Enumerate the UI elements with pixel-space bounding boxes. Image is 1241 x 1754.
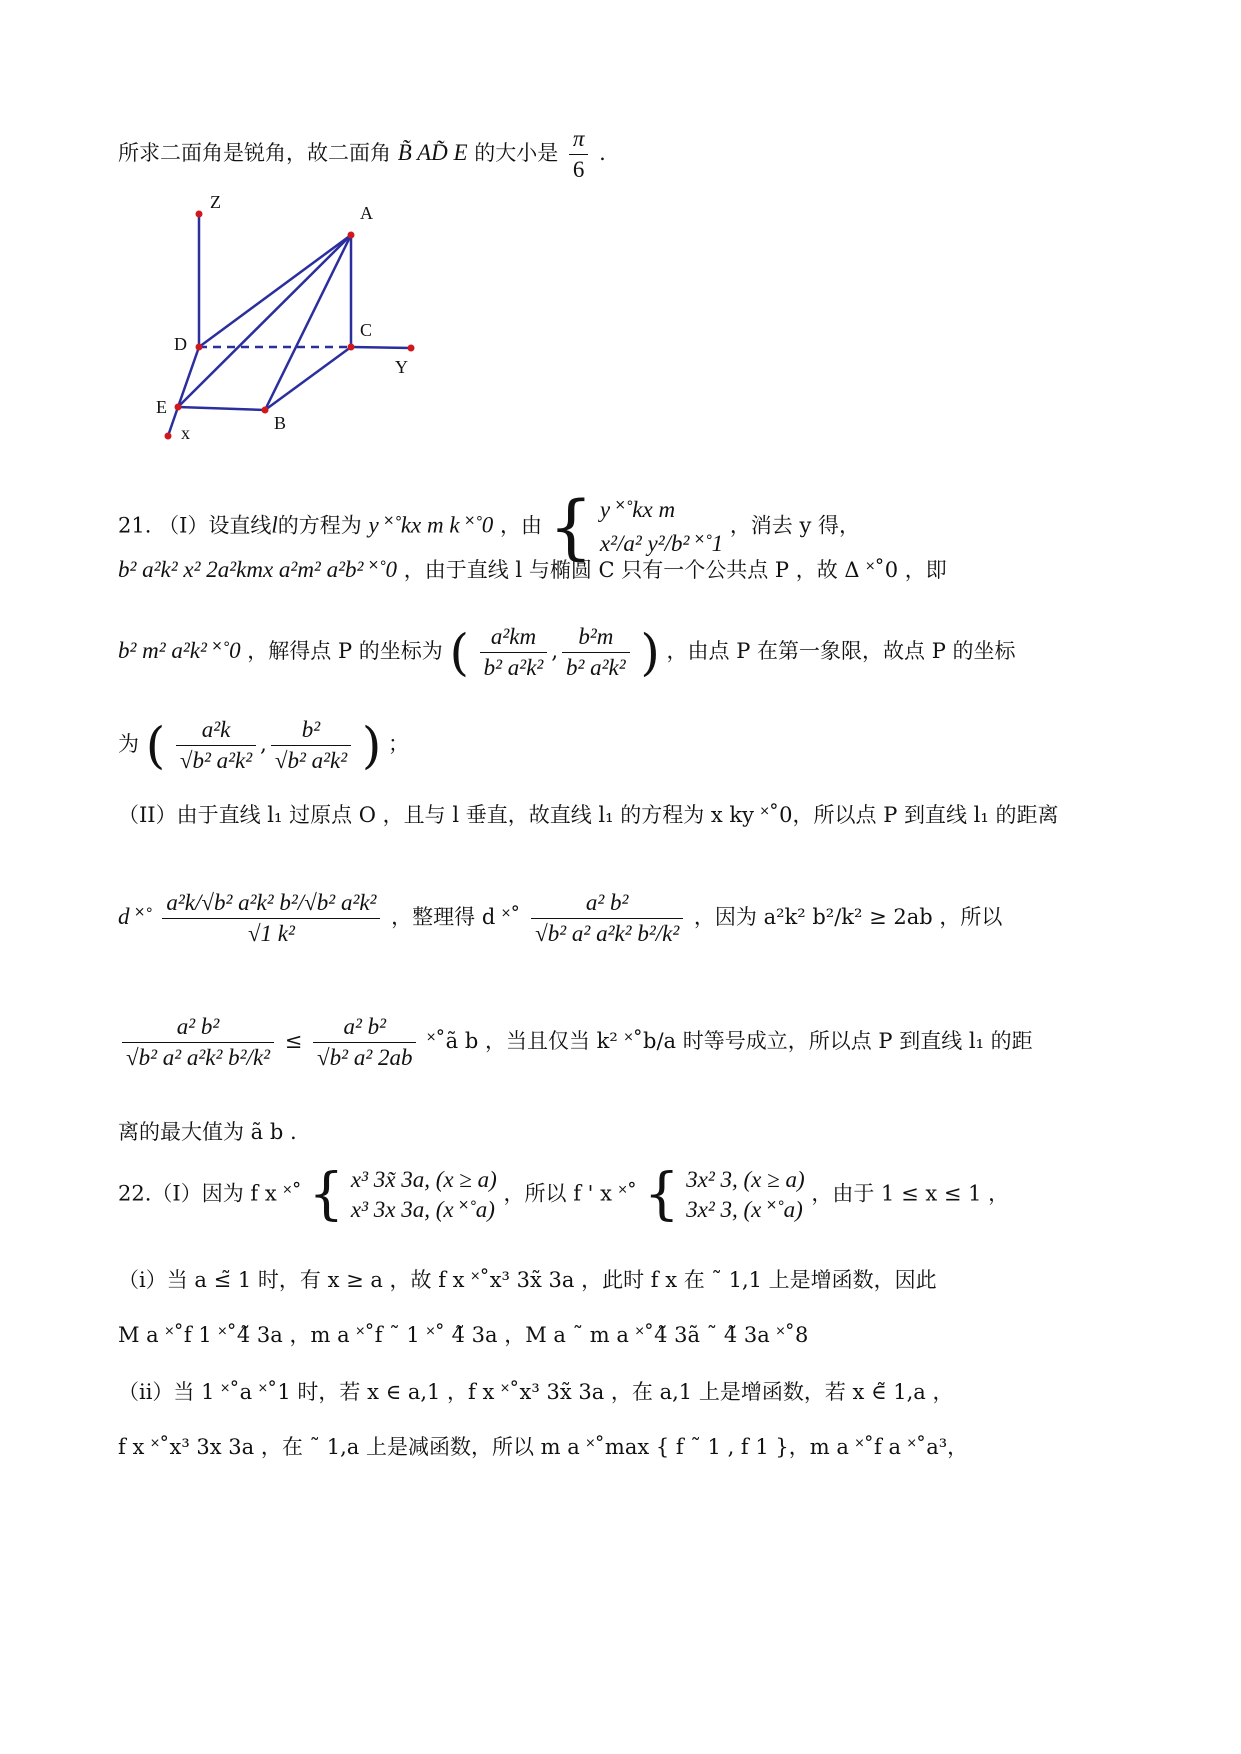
- text: .: [599, 141, 606, 165]
- text: 的方程为: [277, 513, 362, 538]
- line-6: [118, 800, 1059, 830]
- text: ，解得点 P 的坐标为: [247, 639, 443, 663]
- line-8: [118, 1012, 1033, 1073]
- le: ≤: [284, 1029, 303, 1053]
- fraction: $\frac{\text{a² b²}}{\text{√b² a² 2ab}}$: [313, 1012, 416, 1073]
- point-z: [196, 211, 203, 218]
- text: ，因为 a²k² b²/k² ≥ 2ab ，所以: [693, 905, 1003, 929]
- line-12: [118, 1320, 808, 1350]
- text: 的大小是: [474, 141, 559, 165]
- line-7: [118, 888, 1002, 949]
- label-y: Y: [395, 357, 408, 377]
- text: ，由于 1 ≤ x ≤ 1 ，: [811, 1181, 1010, 1206]
- text: 22.（I）因为 f x ˟˚: [118, 1181, 302, 1206]
- label-c: C: [360, 320, 373, 340]
- brace: {: [308, 1162, 345, 1227]
- fraction: $\frac{\text{b²}}{\text{√b² a²k²}}$: [271, 715, 351, 776]
- label-e: E: [156, 397, 167, 417]
- edge-eb: [178, 407, 265, 410]
- equation-system: 3x² 3, (x ≥ a) 3x² 3, (x ˟˚a): [686, 1167, 805, 1222]
- point-c: [348, 344, 355, 351]
- text: 所求二面角是锐角，故二面角: [118, 141, 391, 165]
- text: M a ˟˚f 1 ˟˚4̃ 3a ，m a ˟˚f ˜ 1 ˟˚ 4̃ 3a ，M a ˜ m a ˟˚4̃ 3ã ˜ 4̃ 3a ˟˚8: [118, 1323, 809, 1347]
- text: （ii）当 1 ˟˚a ˟˚1 时，若 x ∈ a,1 ，f x ˟˚x³ 3x̃ 3a ，在 a,1 上是增函数，若 x ∈̃ 1,a ，: [118, 1380, 954, 1404]
- fraction: $\frac{\text{a² b²}}{\text{√b² a² a²k² b²/k²}}$: [531, 888, 683, 949]
- text: ˟˚ã b ，当且仅当 k² ˟˚b/a 时等号成立，所以点 P 到直线 l₁ 的距: [427, 1029, 1033, 1053]
- math: b² m² a²k² ˟˚0: [118, 638, 241, 663]
- math: B̃ AD̃ E: [397, 140, 468, 165]
- point-e: [175, 404, 182, 411]
- point-x: [165, 433, 172, 440]
- edge-cy: [351, 347, 411, 348]
- paren-right: ): [361, 716, 382, 775]
- line-4: b² m² a²k² ˟˚0 ，解得点 P 的坐标为 ( $\frac{\text{a²km}}{\text{b² a²k²}}$ , $\frac{\text{b²m}}{\text{b² a²k²}}$ ) ，由点 P 在第一象限，故点 P 的坐标: [118, 623, 1016, 682]
- line-9: [118, 1117, 297, 1147]
- geometry-figure: [140, 195, 440, 455]
- point-a: [348, 232, 355, 239]
- q21-line: [118, 486, 861, 568]
- text: （II）由于直线 l₁ 过原点 O ，且与 l 垂直，故直线 l₁ 的方程为 x ky ˟˚0，所以点 P 到直线 l₁ 的距离: [118, 803, 1059, 827]
- label-b: B: [274, 413, 287, 433]
- point-d: [196, 344, 203, 351]
- label-x: x: [181, 423, 190, 443]
- line-14: [118, 1432, 968, 1462]
- line-13: [118, 1377, 953, 1407]
- text: ，由: [499, 513, 542, 538]
- equation-system: x³ 3x̃ 3a, (x ≥ a) x³ 3x 3a, (x ˟˚a): [350, 1167, 497, 1222]
- label-d: D: [174, 334, 187, 354]
- edge-ea: [178, 235, 351, 407]
- text: 21. （I）设直线: [118, 513, 272, 538]
- math: y ˟˚kx m k ˟˚0: [368, 512, 494, 538]
- fraction: $\frac{\text{a² b²}}{\text{√b² a² a²k² b²/k²}}$: [122, 1012, 274, 1073]
- text: ，所以 f ' x ˟˚: [503, 1181, 638, 1206]
- label-z: Z: [210, 195, 221, 212]
- text: f x ˟˚x³ 3x 3a ，在 ˜ 1,a 上是减函数，所以 m a ˟˚max { f ˜ 1 , f 1 }，m a ˟˚f a ˟˚a³，: [118, 1435, 969, 1459]
- paren-right: ): [640, 623, 660, 682]
- line-11: [118, 1265, 937, 1295]
- math: l: [271, 512, 278, 538]
- equation-system: y ˟˚kx m x²/a² y²/b² ˟˚1: [599, 497, 724, 556]
- q22-line: [118, 1162, 1010, 1227]
- brace: {: [643, 1162, 680, 1227]
- math: d ˟˚: [118, 904, 152, 929]
- point-b: [262, 407, 269, 414]
- text: ，由点 P 在第一象限，故点 P 的坐标: [666, 639, 1016, 663]
- fraction: $\frac{\pi}{6}$: [569, 124, 589, 185]
- edge-da: [199, 235, 351, 347]
- paren-left: (: [449, 623, 469, 682]
- fraction: $\frac{\text{a²km}}{\text{b² a²k²}}$: [480, 622, 548, 683]
- edge-bc: [265, 347, 351, 410]
- math: b² a²k² x² 2a²kmx a²m² a²b² ˟˚0: [118, 557, 398, 582]
- paren-left: (: [145, 716, 166, 775]
- edge-ex: [168, 407, 178, 436]
- text: ，由于直线 l 与椭圆 C 只有一个公共点 P ，故 Δ ˟˚0 ，即: [403, 558, 947, 582]
- line-3: [118, 555, 947, 585]
- text: ；: [388, 732, 410, 756]
- fraction: $\frac{\text{b²m}}{\text{b² a²k²}}$: [562, 622, 630, 683]
- label-a: A: [360, 203, 373, 223]
- brace: {: [548, 486, 594, 568]
- text: ，整理得 d ˟˚: [391, 905, 521, 929]
- text: ，消去 y 得，: [729, 513, 861, 538]
- text: 为: [118, 732, 139, 756]
- point-y: [408, 345, 415, 352]
- fraction: $\frac{\text{a²k/√b² a²k² b²/√b² a²k²}}{\text{√1 k²}}$: [162, 888, 380, 949]
- line-5: 为 ( $\frac{\text{a²k}}{\text{√b² a²k²}}$ , $\frac{\text{b²}}{\text{√b² a²k²}}$ ) ；: [118, 716, 410, 775]
- text: 离的最大值为 ã b .: [118, 1120, 297, 1144]
- text: （i）当 a ≤̃ 1 时，有 x ≥ a ，故 f x ˟˚x³ 3x̃ 3a ，此时 f x 在 ˜ 1,1 上是增函数，因此: [118, 1268, 937, 1292]
- fraction: $\frac{\text{a²k}}{\text{√b² a²k²}}$: [176, 715, 256, 776]
- edge-ba: [265, 235, 351, 410]
- line-1: [118, 124, 606, 185]
